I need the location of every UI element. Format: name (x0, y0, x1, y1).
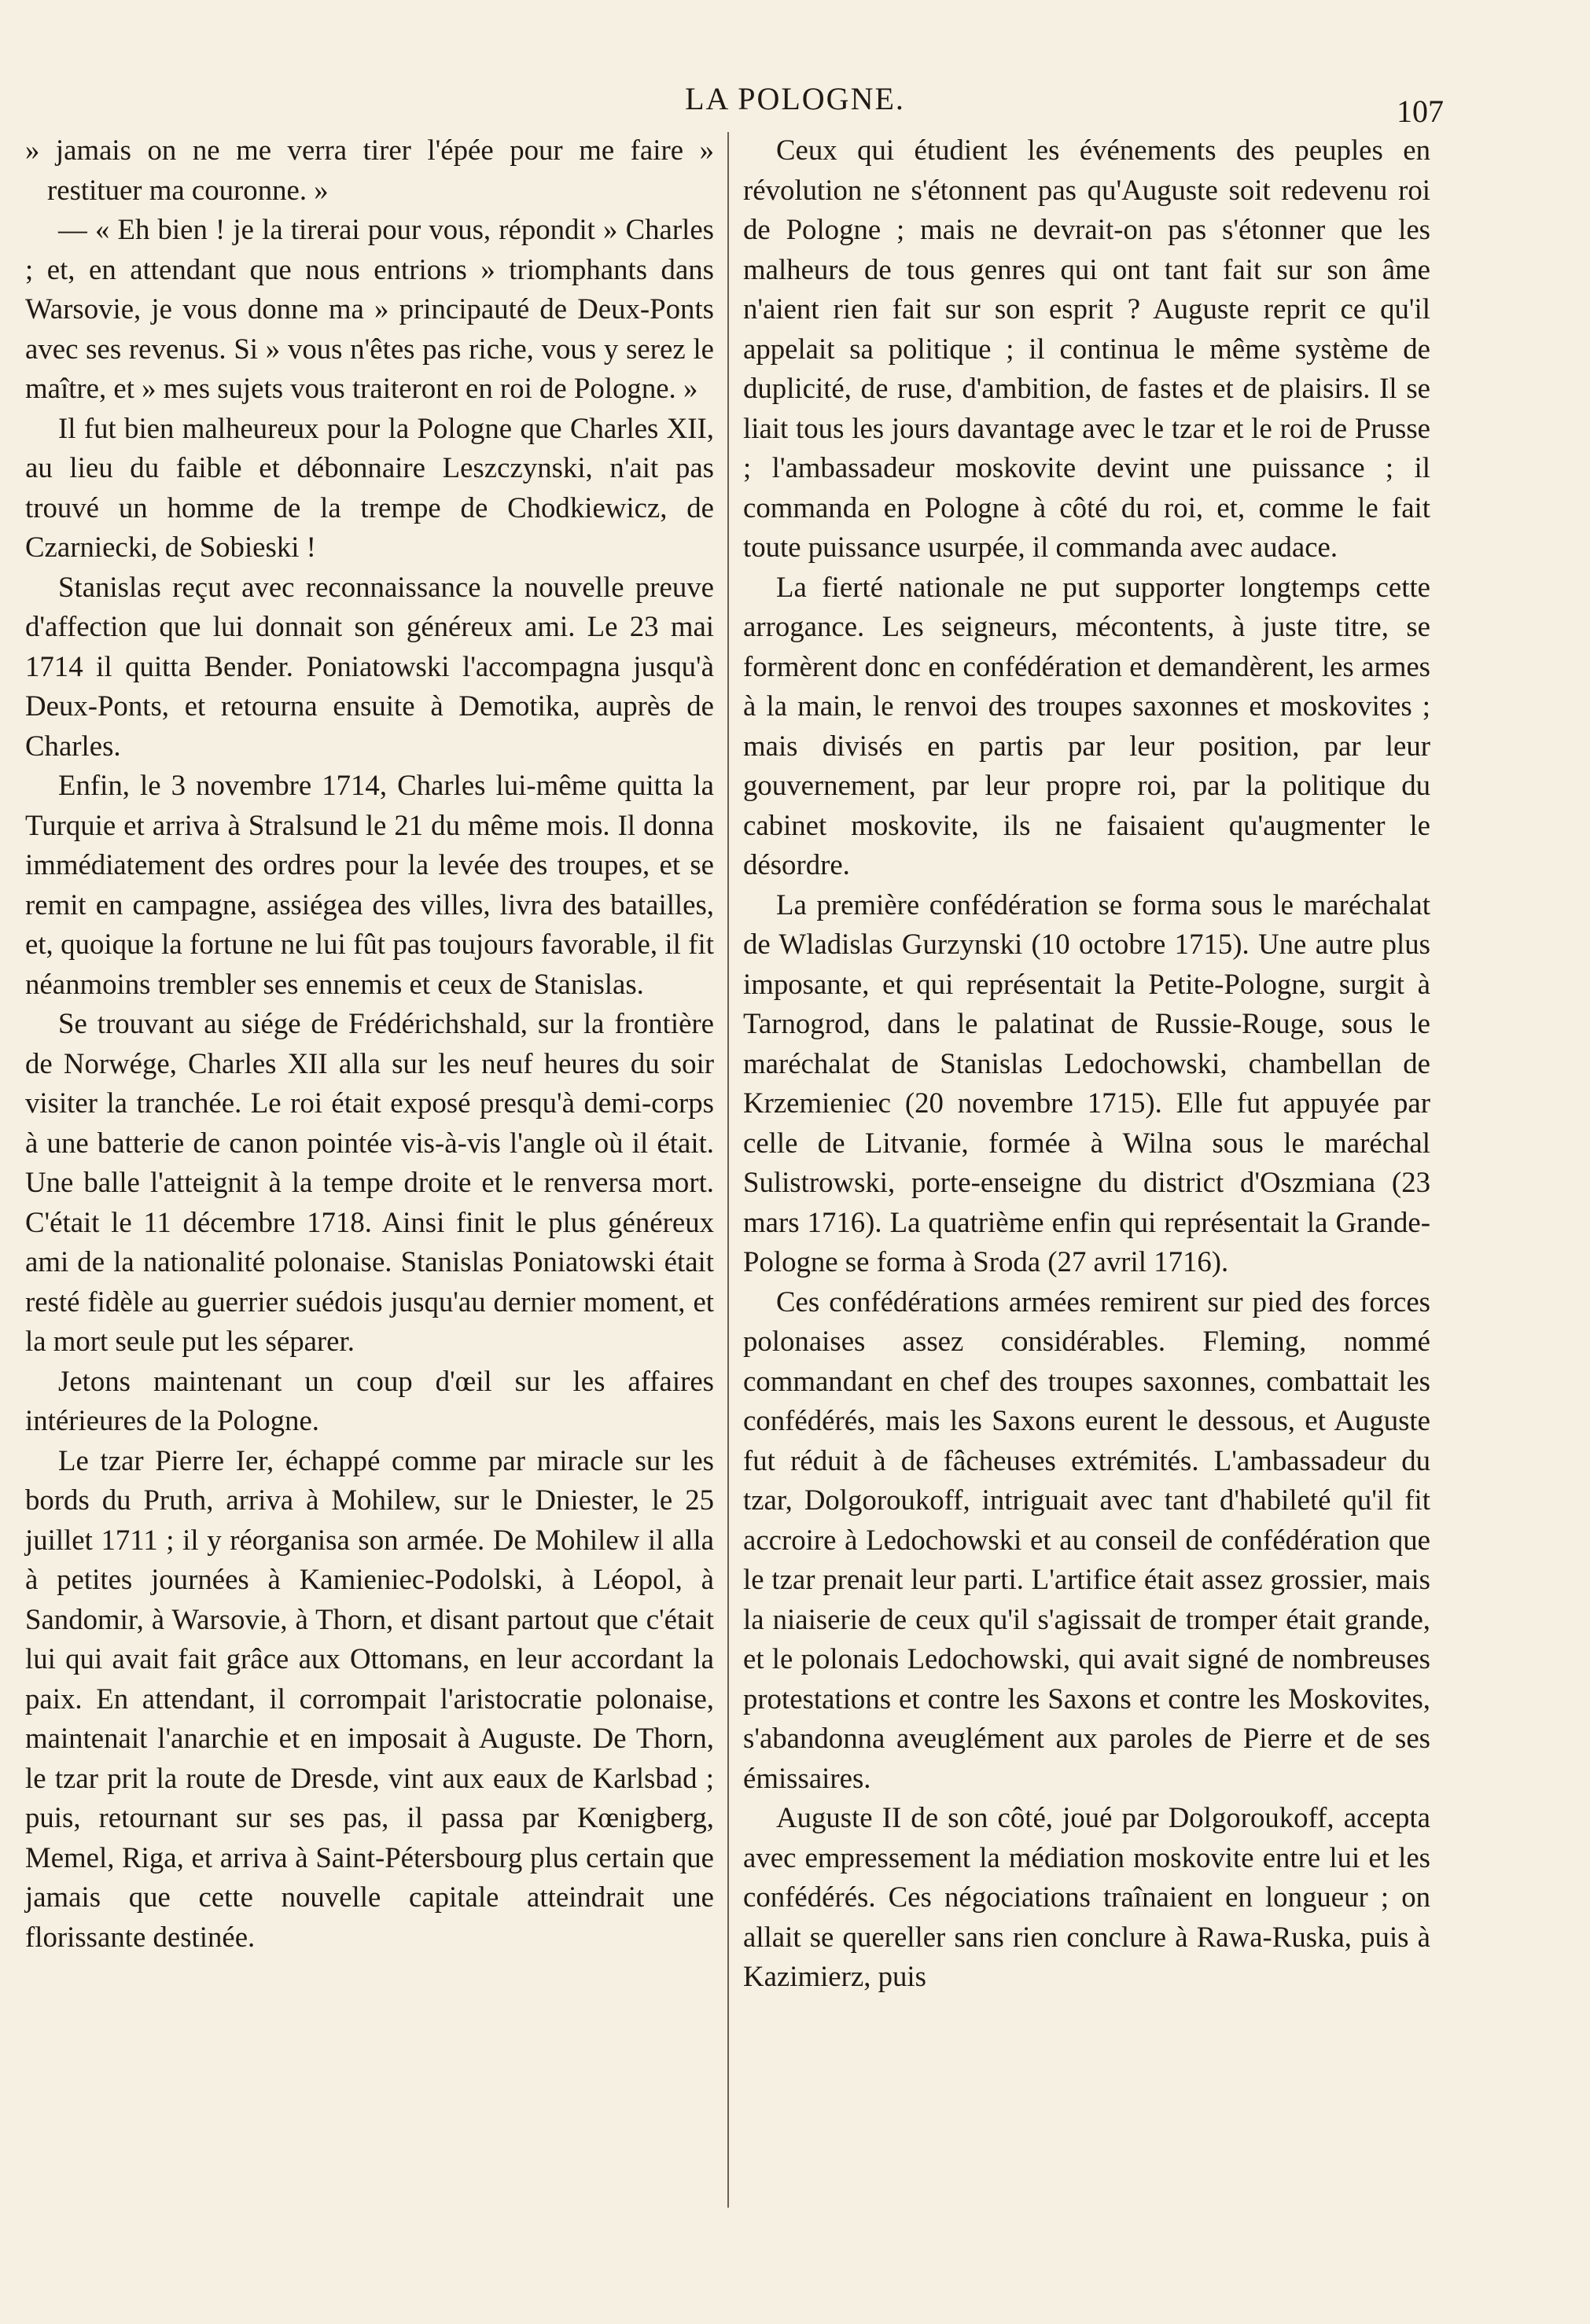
paragraph: Jetons maintenant un coup d'œil sur les affaires intérieures de la Pologne. (25, 1364, 714, 1436)
paragraph: Ces confédérations armées remirent sur pied des forces polonaises assez considérables. Fleming, nommé commandant en chef des troupes saxonnes, combattait les confédérés, mais les Saxons eurent le dessous, et Auguste fut réduit à de fâcheuses extrémités. L'ambassadeur du tzar, Dolgoroukoff, intriguait avec tant d'habileté qu'il fit accroire à Ledochowski et au conseil de confédération que le tzar prenait leur parti. L'artifice était assez grossier, mais la niaiserie de ceux qu'il s'agissait de tromper était grande, et le polonais Ledochowski, qui avait signé de nombreuses protestations et contre les Saxons et contre les Moskovites, s'abandonna aveuglément aux paroles de Pierre et de ses émissaires. (743, 1285, 1430, 1794)
paragraph: — « Eh bien ! je la tirerai pour vous, répondit » Charles ; et, en attendant que nous entrions » triomphants dans Warsovie, je vous donne ma » principauté de Deux-Ponts avec ses revenus. Si » vous n'êtes pas riche, vous y serez le maître, et » mes sujets vous traiteront en roi de Pologne. » (25, 213, 714, 404)
paragraph: Le tzar Pierre Ier, échappé comme par miracle sur les bords du Pruth, arriva à Mohilew, sur le Dniester, le 25 juillet 1711 ; il y réorganisa son armée. De Mohilew il alla à petites journées à Kamieniec-Podolski, à Léopol, à Sandomir, à Warsovie, à Thorn, et disant partout que c'était lui qui avait fait grâce aux Ottomans, en leur accordant la paix. En attendant, il corrompait l'aristocratie polonaise, maintenait l'anarchie et en imposait à Auguste. De Thorn, le tzar prit la route de Dresde, vint aux eaux de Karlsbad ; puis, retournant sur ses pas, il passa par Kœnigberg, Memel, Riga, et arriva à Saint-Pétersbourg plus certain que jamais que cette nouvelle capitale atteindrait une florissante destinée. (25, 1443, 714, 1953)
paragraph: Auguste II de son côté, joué par Dolgoroukoff, accepta avec empressement la médiation moskovite entre lui et les confédérés. Ces négociations traînaient en longueur ; on allait se quereller sans rien conclure à Rawa-Ruska, puis à Kazimierz, puis (743, 1801, 1430, 1992)
page-number: 107 (1397, 94, 1444, 129)
paragraph: Se trouvant au siége de Frédérichshald, sur la frontière de Norwége, Charles XII alla sur les neuf heures du soir visiter la tranchée. Le roi était exposé presqu'à demi-corps à une batterie de canon pointée vis-à-vis l'angle où il était. Une balle l'atteignit à la tempe droite et le renversa mort. C'était le 11 décembre 1718. Ainsi finit le plus généreux ami de la nationalité polonaise. Stanislas Poniatowski était resté fidèle au guerrier suédois jusqu'au dernier moment, et la mort seule put les séparer. (25, 1007, 714, 1357)
left-column (25, 131, 714, 1957)
paragraph: » jamais on ne me verra tirer l'épée pour me faire » restituer ma couronne. » (25, 134, 714, 206)
paragraph: Il fut bien malheureux pour la Pologne que Charles XII, au lieu du faible et débonnaire Leszczynski, n'ait pas trouvé un homme de la trempe de Chodkiewicz, de Czarniecki, de Sobieski ! (25, 411, 714, 563)
right-column (743, 131, 1430, 1997)
paragraph: Enfin, le 3 novembre 1714, Charles lui-même quitta la Turquie et arriva à Stralsund le 21 du même mois. Il donna immédiatement des ordres pour la levée des troupes, et se remit en campagne, assiégea des villes, livra des batailles, et, quoique la fortune ne lui fût pas toujours favorable, il fit néanmoins trembler ses ennemis et ceux de Stanislas. (25, 769, 714, 1000)
paragraph: Ceux qui étudient les événements des peuples en révolution ne s'étonnent pas qu'Auguste soit redevenu roi de Pologne ; mais ne devrait-on pas s'étonner que les malheurs de tous genres qui ont tant fait sur son âme n'aient rien fait sur son esprit ? Auguste reprit ce qu'il appelait sa politique ; il continua le même système de duplicité, de ruse, d'ambition, de fastes et de plaisirs. Il se liait tous les jours davantage avec le tzar et le roi de Prusse ; l'ambassadeur moskovite devint une puissance ; il commanda en Pologne à côté du roi, et, comme le fait toute puissance usurpée, il commanda avec audace. (743, 134, 1430, 563)
paragraph: Stanislas reçut avec reconnaissance la nouvelle preuve d'affection que lui donnait son généreux ami. Le 23 mai 1714 il quitta Bender. Poniatowski l'accompagna jusqu'à Deux-Ponts, et retourna ensuite à Demotika, auprès de Charles. (25, 570, 714, 762)
paragraph: La fierté nationale ne put supporter longtemps cette arrogance. Les seigneurs, mécontents, à juste titre, se formèrent donc en confédération et demandèrent, les armes à la main, le renvoi des troupes saxonnes et moskovites ; mais divisés en partis par leur position, par leur gouvernement, par leur propre roi, par la politique du cabinet moskovite, ils ne faisaient qu'augmenter le désordre. (743, 570, 1430, 881)
column-divider (727, 132, 729, 2208)
paragraph: La première confédération se forma sous le maréchalat de Wladislas Gurzynski (10 octobre 1715). Une autre plus imposante, et qui représentait la Petite-Pologne, surgit à Tarnogrod, dans le palatinat de Russie-Rouge, sous le maréchalat de Stanislas Ledochowski, chambellan de Krzemieniec (20 novembre 1715). Elle fut appuyée par celle de Litvanie, formée à Wilna sous le maréchal Sulistrowski, porte-enseigne du district d'Oszmiana (23 mars 1716). La quatrième enfin qui représentait la Grande-Pologne se forma à Sroda (27 avril 1716). (743, 888, 1430, 1278)
running-title: LA POLOGNE. (685, 81, 905, 116)
